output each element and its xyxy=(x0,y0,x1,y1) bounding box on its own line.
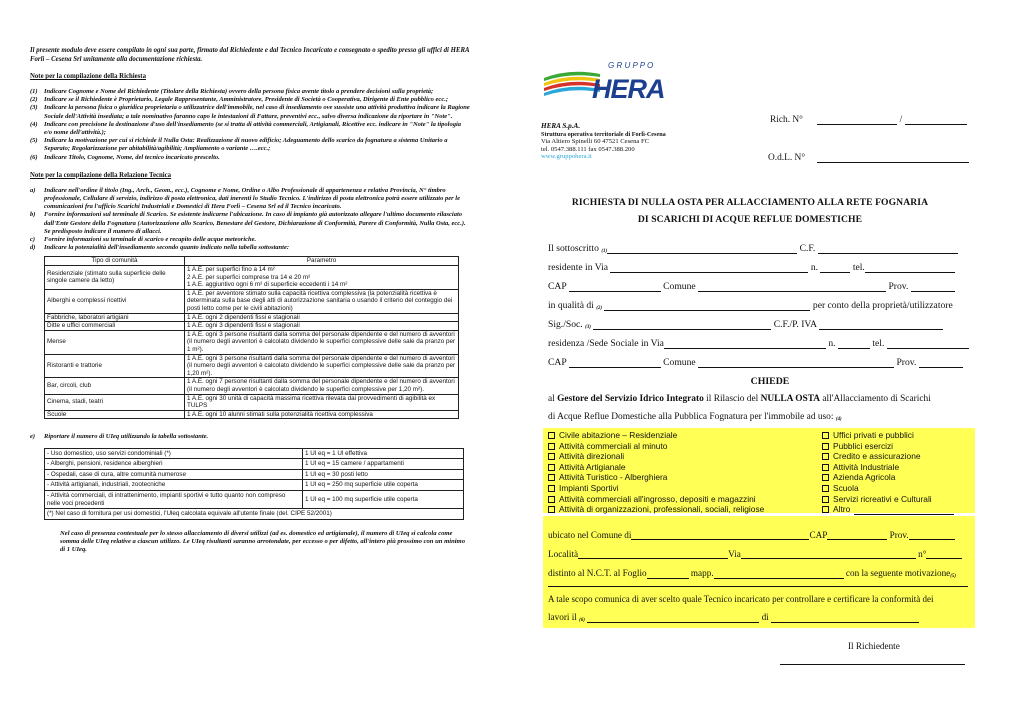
motivazione-field[interactable] xyxy=(548,586,968,587)
qualita-field[interactable] xyxy=(604,302,810,311)
list-item-number: (3) xyxy=(30,104,38,112)
tecnico-title-field[interactable] xyxy=(587,614,759,623)
checkbox[interactable] xyxy=(822,485,829,492)
list-item-number: (5) xyxy=(30,137,38,145)
checkbox-label: Attività Artigianale xyxy=(559,461,626,472)
table-row xyxy=(45,330,459,354)
param-line: 1 A.E. ogni 7 persone risultanti dalla somma del personale dipendente e del numero di avventori (il numero degli avventori è calcolato dividendo le superfici complessive per 1,20 m²). xyxy=(187,378,455,393)
residente-via-field[interactable] xyxy=(610,264,808,273)
checkbox[interactable] xyxy=(548,496,555,503)
community-type: Alberghi e complessi ricettivi xyxy=(45,289,185,313)
prov2-field[interactable] xyxy=(919,359,963,368)
rich-number-field[interactable] xyxy=(817,116,897,125)
param-line: 1 A.E. ogni 3 dipendenti fissi e stagionali xyxy=(187,322,300,330)
checkbox-label: Scuola xyxy=(833,482,859,493)
list-item xyxy=(30,211,470,236)
list-item-number: (1) xyxy=(30,88,38,95)
ubicato-comune-field[interactable] xyxy=(631,531,809,540)
document-title: RICHIESTA DI NULLA OSTA PER ALLACCIAMENTO ALLA RETE FOGNARIA xyxy=(571,197,929,208)
location-via-field[interactable] xyxy=(741,550,916,559)
param-line: 1 A.E. per avventore stimato sulla capacità ricettiva complessiva (la potenzialità ricettiva è determinata sulla base degli atti di autorizzazione sanitaria o usando il criterio del conteggio dei posti letto come per le civili abitazioni) xyxy=(187,289,453,313)
uieq-use: - Alberghi, pensioni, residence alberghieri xyxy=(45,459,303,470)
community-type: Mense xyxy=(45,330,185,354)
sottoscritto-field[interactable] xyxy=(607,245,797,254)
use-checkbox-option[interactable] xyxy=(548,494,764,505)
list-item-text: Indicare la persona fisica o giuridica proprietaria o utilizzatrice dell'immobile, nel caso di insediamento ove sussiste una attività produttiva indicare la Ragione Sociale dell'Attività insediata; a tale nominativo faranno capo le intestazioni di Fatture, preventivi ecc., salvo diversa indicazione da riportare in "Note". xyxy=(44,104,470,120)
svg-text:HERA: HERA xyxy=(592,74,665,104)
checkbox-label: Uffici privati e pubblici xyxy=(833,430,914,440)
list-item-text: Indicare la potenzialità dell'insediamento secondo quanto indicato nella tabella sottostante: xyxy=(44,244,290,252)
website-link[interactable]: www.gruppohera.it xyxy=(541,153,592,161)
list-item-number: a) xyxy=(30,186,36,194)
form-row-cap2: CAP Comune Prov. xyxy=(548,357,963,368)
checkbox-label: Attività Industriale xyxy=(833,461,900,472)
cf-field[interactable] xyxy=(818,245,958,254)
form-row-sig: Sig./Soc. $_{(3)}$ C.F./P. IVA xyxy=(548,319,943,330)
use-checkbox-option[interactable] xyxy=(548,483,764,494)
checkbox-label: Attività commerciali all'ingrosso, depositi e magazzini xyxy=(559,493,756,504)
list-item-number: (2) xyxy=(30,96,38,104)
signature-field[interactable] xyxy=(780,664,965,665)
list-item xyxy=(30,187,470,212)
list-item xyxy=(30,121,470,137)
residenza-tel-field[interactable] xyxy=(887,340,969,349)
checkbox-label: Civile abitazione – Residenziale xyxy=(559,430,678,440)
list-item-text: Indicare nell'ordine il titolo (Ing., Arch., Geom., ecc.), Cognome e Nome, Ordine o Albo Professionale di appartenenza e relativa Provincia, N° timbro professionale, Cellulare di servizio, indirizzo di posta elettronica, dati inerenti lo Studio Tecnico. L'indirizzo di posta elettronica potrà essere utilizzato per le comunicazioni fra l'ufficio Scarichi Industriali e Domestici di Hera Forlì – Cesena Srl ed il Tecnico incaricato. xyxy=(44,186,460,211)
checkbox[interactable] xyxy=(822,496,829,503)
checkbox[interactable] xyxy=(548,453,555,460)
checkbox[interactable] xyxy=(548,474,555,481)
list-item xyxy=(30,88,470,96)
checkbox-label: Attività Turistico - Alberghiera xyxy=(559,472,668,483)
community-param xyxy=(185,313,459,322)
uieq-value: 1 Ul eq = 250 mq superficie utile coperta xyxy=(303,480,464,491)
table-row xyxy=(45,469,464,480)
mapp-field[interactable] xyxy=(714,570,844,579)
checkbox-label: Attività direzionali xyxy=(559,451,625,462)
comune-field[interactable] xyxy=(698,283,886,292)
param-line: 1 A.E. ogni 30 unità di capacità massima ricettiva rilevata dai provvedimenti di agibilità ex TULPS xyxy=(187,394,436,410)
community-type: Cinema, stadi, teatri xyxy=(45,394,185,410)
param-line: 1 A.E. ogni 10 alunni stimati sulla potenzialità ricettiva complessiva xyxy=(187,410,373,418)
location-row-lavori: lavori il $_{(6)}$ di xyxy=(548,612,919,623)
tecnico-name-field[interactable] xyxy=(771,614,919,623)
community-table xyxy=(44,256,459,419)
param-line: 2 A.E. per superfici comprese tra 14 e 20 m² xyxy=(187,273,311,281)
checkbox-label: Servizi ricreativi e Culturali xyxy=(833,493,932,504)
param-line: 1 A.E. ogni 3 persone risultanti dalla somma del personale dipendente e del numero di avventori (il numero degli avventori è calcolato dividendo le superfici complessive delle sale da pranzo per 1 m²). xyxy=(187,330,456,353)
table-row xyxy=(45,394,459,410)
table-row xyxy=(45,266,459,290)
notes-request-heading: Note per la compilazione della Richiesta xyxy=(30,73,146,80)
community-type: Ditte e uffici commerciali xyxy=(45,322,185,331)
form-row-cap: CAP Comune Prov. xyxy=(548,281,955,292)
list-item-number: b) xyxy=(30,211,36,219)
tecnico-text: A tale scopo comunica di aver scelto quale Tecnico incaricato per controllare e certificare la conformità dei xyxy=(548,594,934,604)
request-line-2: di Acque Reflue Domestiche alla Pubblica Fognatura per l'immobile ad uso: $_{(4)}$ xyxy=(548,412,842,422)
community-type: Residenziale (stimato sulla superficie delle singole camere da letto) xyxy=(45,266,185,290)
use-checkbox-option[interactable] xyxy=(822,441,954,452)
uieq-use: - Attività commerciali, di intrattenimento, impianti sportivi e tutto quanto non compreso nelle voci precedenti xyxy=(45,490,303,508)
uieq-value: 1 Ul eq = 15 camere / appartamenti xyxy=(303,459,464,470)
use-checkbox-option[interactable] xyxy=(548,504,764,515)
list-item xyxy=(30,236,470,244)
checkbox-column-left xyxy=(548,430,764,515)
hera-logo-icon xyxy=(540,58,670,118)
param-line: 1 A.E. ogni 2 dipendenti fissi e stagionali xyxy=(187,313,300,321)
cfpiva-field[interactable] xyxy=(819,321,943,330)
use-checkbox-option[interactable] xyxy=(548,472,764,483)
community-param xyxy=(185,266,459,290)
use-checkbox-option[interactable] xyxy=(548,462,764,473)
location-area xyxy=(543,516,975,628)
checkbox-column-right xyxy=(822,430,954,515)
rich-number: Rich. N° / xyxy=(770,115,967,125)
prov-field[interactable] xyxy=(911,283,955,292)
notes-tech-heading: Note per la compilazione della Relazione Tecnica xyxy=(30,171,172,179)
item-e: e) Riportare il numero di UIeq utilizzando la tabella sottostante. xyxy=(30,433,209,441)
form-row-residente: residente in Via n. tel. xyxy=(548,262,955,273)
foglio-field[interactable] xyxy=(647,570,689,579)
list-item-text: Indicare se il Richiedente è Proprietario, Legale Rappresentante, Amministratore, Presidente di Società o Cooperativa, Dirigente di Ente pubblico ecc.; xyxy=(44,96,448,104)
community-param xyxy=(185,330,459,354)
uieq-value: 1 Ul eq = 30 posti letto xyxy=(303,469,464,480)
checkbox-label: Impianti Sportivi xyxy=(559,482,619,493)
uieq-use: - Ospedali, case di cura, altre comunità numerose xyxy=(45,469,303,480)
document-subtitle: DI SCARICHI DI ACQUE REFLUE DOMESTICHE xyxy=(637,214,863,225)
closing-note: Nel caso di presenza contestuale per lo stesso allacciamento di diversi utilizzi (ad es. domestico ed artigianale), il numero di UIeq si calcola come somma delle UIeq relative a ciascun utilizzo. Le UIeq risultanti saranno arrotondate, per eccesso o per difetto, all'intero più prossimo con un minimo di 1 UIeq. xyxy=(60,529,465,554)
list-item xyxy=(30,244,470,252)
cap-field[interactable] xyxy=(569,283,661,292)
location-n-field[interactable] xyxy=(926,550,962,559)
table-row xyxy=(45,480,464,491)
checkbox[interactable] xyxy=(548,506,555,513)
uieq-table xyxy=(44,448,464,520)
checkbox[interactable] xyxy=(822,506,829,513)
uieq-value: 1 Ul eq = 1 Ul effettiva xyxy=(303,448,464,459)
table-row xyxy=(45,289,459,313)
checkbox[interactable] xyxy=(548,432,555,439)
intro-text: Il presente modulo deve essere compilato in ogni sua parte, firmato dal Richiedente e dal Tecnico Incaricato e consegnato o spedito presso gli uffici di HERA Forlì – Cesena Srl unitamente alla documentazione richiesta. xyxy=(30,47,470,63)
list-item-text: Indicare Titolo, Cognome, Nome, del tecnico incaricato prescelto. xyxy=(44,153,220,161)
checkbox[interactable] xyxy=(548,443,555,450)
community-type: Scuole xyxy=(45,410,185,419)
use-checkbox-option[interactable] xyxy=(822,504,954,515)
use-checkbox-option[interactable] xyxy=(822,494,954,505)
location-cap-field[interactable] xyxy=(827,531,887,540)
svg-text:G R U P P O: G R U P P O xyxy=(608,61,654,70)
community-param xyxy=(185,410,459,419)
table-row xyxy=(45,322,459,331)
table-header: Parametro xyxy=(185,257,459,266)
notes-tech-list xyxy=(30,187,470,253)
community-type: Bar, circoli, club xyxy=(45,378,185,394)
form-row-sottoscritto: Il sottoscritto $_{(1)}$ C.F. xyxy=(548,243,958,254)
list-item-text: Indicare la motivazione per cui si richiede il Nulla Osta: Realizzazione di nuovo edificio; Adeguamento dello scarico da fognatura a sistema Unitario a Separato; Regolarizzazione per abitabilità/agibilità; Ampliamento o variante ….ecc.; xyxy=(44,137,448,153)
checkbox[interactable] xyxy=(822,432,829,439)
table-row xyxy=(45,410,459,419)
checkbox-label: Azienda Agricola xyxy=(833,472,896,483)
location-row-nct: distinto al N.C.T. al Foglio mapp. con la seguente motivazione$_{(5)}$ xyxy=(548,568,957,579)
use-checkbox-option[interactable] xyxy=(822,462,954,473)
table-row xyxy=(45,354,459,378)
residenza-via-field[interactable] xyxy=(664,340,826,349)
odl-number: O.d.L. N° xyxy=(768,153,969,163)
hera-logo xyxy=(540,58,670,118)
list-item-number: (4) xyxy=(30,120,38,128)
param-line: 1 A.E. aggiuntivo ogni 6 m² di superficie eccedenti i 14 m² xyxy=(187,281,348,289)
use-checkbox-option[interactable] xyxy=(822,430,954,441)
community-param xyxy=(185,322,459,331)
use-checkbox-option[interactable] xyxy=(822,451,954,462)
table-row xyxy=(45,448,464,459)
use-checkbox-option[interactable] xyxy=(822,472,954,483)
community-param xyxy=(185,289,459,313)
list-item xyxy=(30,96,470,104)
checkbox-label: Attività di organizzazioni, professionali, sociali, religiose xyxy=(559,504,765,515)
altro-field[interactable] xyxy=(854,506,954,515)
rich-year-field[interactable] xyxy=(905,116,967,125)
community-type: Fabbriche, laboratori artigiani xyxy=(45,313,185,322)
community-type: Ristoranti e trattorie xyxy=(45,354,185,378)
chiede-heading: CHIEDE xyxy=(750,376,790,387)
checkbox-label: Altro xyxy=(833,504,851,515)
list-item-text: Fornire informazioni su terminale di scarico e recapito delle acque meteoriche. xyxy=(44,236,257,244)
table-row xyxy=(45,378,459,394)
use-checkbox-option[interactable] xyxy=(548,451,764,462)
request-line-1: al Gestore del Servizio Idrico Integrato il Rilascio del NULLA OSTA all'Allacciamento di Scarichi xyxy=(548,394,931,404)
list-item xyxy=(30,137,470,153)
use-checkbox-option[interactable] xyxy=(548,430,764,441)
checkbox[interactable] xyxy=(822,443,829,450)
list-item xyxy=(30,104,470,120)
table-row xyxy=(45,313,459,322)
use-checkbox-option[interactable] xyxy=(822,483,954,494)
list-item xyxy=(30,154,470,162)
checkbox[interactable] xyxy=(822,474,829,481)
location-row-localita: Località Via n° xyxy=(548,549,962,559)
residente-tel-field[interactable] xyxy=(865,264,955,273)
company-info: HERA S.p.A. Struttura operativa territoriale di Forlì-Cesena Via Altiero Spinelli 60 47521 Cesena FC tel. 0547.388.111 fax 0547.388.200 www.gruppohera.it xyxy=(541,122,666,161)
checkbox-label: Pubblici esercizi xyxy=(833,440,894,451)
community-param xyxy=(185,378,459,394)
uieq-use: - Attività artigianali, industriali, zootecniche xyxy=(45,480,303,491)
localita-field[interactable] xyxy=(578,550,728,559)
residente-n-field[interactable] xyxy=(820,264,850,273)
table-row xyxy=(45,490,464,508)
checkbox[interactable] xyxy=(548,464,555,471)
odl-number-field[interactable] xyxy=(817,154,969,163)
community-param xyxy=(185,394,459,410)
comune2-field[interactable] xyxy=(698,359,894,368)
checkbox[interactable] xyxy=(548,485,555,492)
use-checkbox-area xyxy=(543,428,975,513)
checkbox-label: Attività commerciali al minuto xyxy=(559,440,668,451)
checkbox[interactable] xyxy=(822,453,829,460)
list-item-text: Fornire informazioni sul terminale di Scarico. Se esistente indicarne l'ubicazione. In caso di impianto già autorizzato allegare l'ultimo documento rilasciato dall'Ente Gestore della Fognatura (Autorizzazione allo Scarico, Benestare del Gestore, Dichiarazione di Conformità, Parere di Conformità, Nulla Osta, ecc.). Se predisposto indicare il numero di allacci. xyxy=(44,211,466,235)
location-prov-field[interactable] xyxy=(909,531,955,540)
list-item-text: Indicare Cognome e Nome del Richiedente (Titolare della Richiesta) ovvero della persona fisica avente titolo a prendere decisioni sulla proprietà; xyxy=(44,88,434,95)
checkbox-label: Credito e assicurazione xyxy=(833,451,921,462)
list-item-number: c) xyxy=(30,236,36,244)
community-param xyxy=(185,354,459,378)
form-row-qualita: in qualità di $_{(2)}$ per conto della proprietà/utilizzatore xyxy=(548,300,953,311)
location-row-comune: ubicato nel Comune di CAP Prov. xyxy=(548,530,955,540)
list-item-number: (6) xyxy=(30,153,38,161)
uieq-value: 1 Ul eq = 100 mq superficie utile coperta xyxy=(303,490,464,508)
checkbox[interactable] xyxy=(822,464,829,471)
signature-label: Il Richiedente xyxy=(848,641,900,651)
table-row xyxy=(45,459,464,470)
sig-field[interactable] xyxy=(593,321,771,330)
list-item-number: d) xyxy=(30,244,36,252)
residenza-n-field[interactable] xyxy=(838,340,870,349)
uieq-use: - Uso domestico, uso servizi condominiali (*) xyxy=(45,448,303,459)
param-line: 1 A.E. per superfici fino a 14 m² xyxy=(187,266,275,274)
notes-request-list xyxy=(30,88,470,162)
form-row-residenza: residenza /Sede Sociale in Via n. tel. xyxy=(548,338,969,349)
cap2-field[interactable] xyxy=(569,359,661,368)
uieq-note: (*) Nel caso di fornitura per usi domestici, l'Uleq calcolata equivale all'utente finale (del. CIPE 52/2001) xyxy=(45,509,464,520)
list-item-text: Indicare con precisione la destinazione d'uso dell'insediamento (se si tratta di attività commerciali, Artigianali, Ricettive ecc. indicare in "Note" la tipologia e/o nome dell'attività.); xyxy=(44,120,462,137)
table-header: Tipo di comunità xyxy=(45,257,185,266)
instructions-column xyxy=(30,46,470,554)
use-checkbox-option[interactable] xyxy=(548,441,764,452)
param-line: 1 A.E. ogni 3 persone risultanti dalla somma del personale dipendente e del numero di avventori (il numero degli avventori è calcolato dividendo le superfici complessive delle sale da pranzo per 1,20 m²). xyxy=(187,354,456,377)
